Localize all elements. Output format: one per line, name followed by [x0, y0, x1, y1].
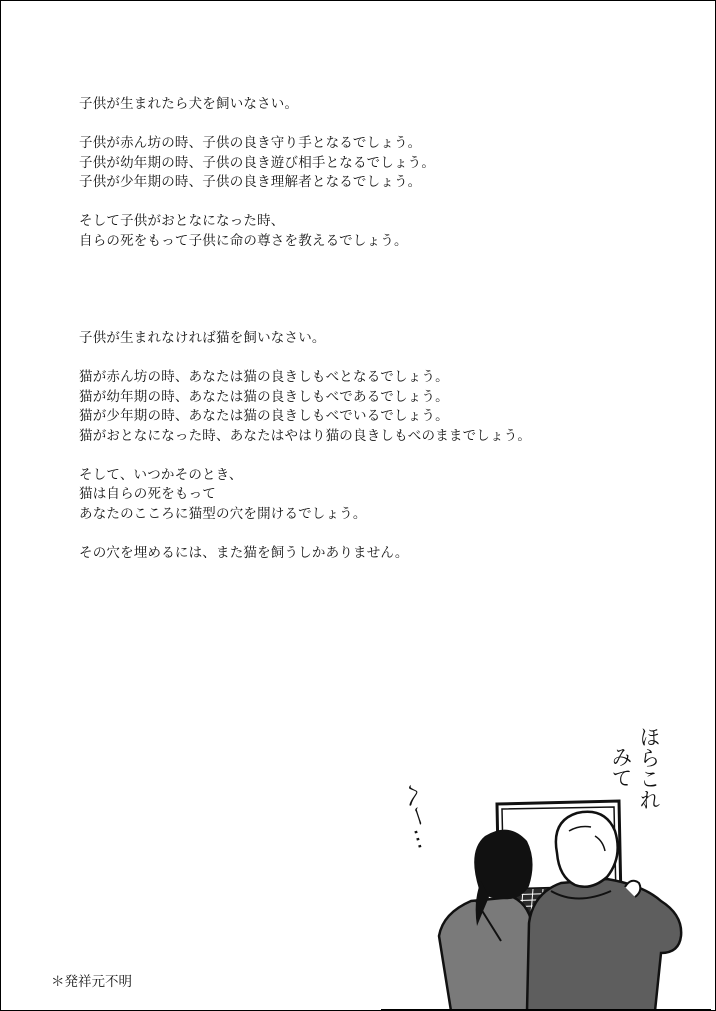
speech-right	[609, 726, 661, 810]
poem-line: 子供が赤ん坊の時、子供の良き守り手となるでしょう。	[79, 135, 422, 151]
poem-line: 猫が幼年期の時、あなたは猫の良きしもべであるでしょう。	[79, 388, 449, 405]
poem-line: 子供が生まれなければ猫を飼いなさい。	[79, 330, 326, 346]
source-note: ＊発祥元不明	[51, 974, 132, 990]
poem-line: 猫が赤ん坊の時、あなたは猫の良きしもべとなるでしょう。	[79, 369, 449, 385]
poem-line: 猫がおとなになった時、あなたはやはり猫の良きしもべのままでしょう。	[79, 427, 532, 444]
illustration-svg	[381, 701, 711, 1011]
speech-right-col1: ほらこれ	[637, 726, 661, 810]
illustration-scene	[381, 701, 711, 1011]
person-left-figure	[439, 830, 537, 1011]
dog-poem-block	[79, 95, 435, 251]
poem-line: 子供が生まれたら犬を飼いなさい。	[79, 96, 299, 112]
poem-line: 自らの死をもって子供に命の尊さを教えるでしょう。	[79, 232, 408, 249]
speech-left-text: へー…	[396, 781, 438, 852]
speech-left	[397, 781, 438, 851]
poem-line: 猫が少年期の時、あなたは猫の良きしもべでいるでしょう。	[79, 408, 449, 424]
speech-right-col2: みて	[609, 746, 633, 788]
poem-line: 子供が少年期の時、子供の良き理解者となるでしょう。	[79, 174, 422, 190]
poem-line: そして子供がおとなになった時、	[79, 213, 285, 229]
poem-line: あなたのこころに猫型の穴を開けるでしょう。	[79, 505, 367, 522]
poem-line: 猫は自らの死をもって	[79, 486, 216, 502]
cat-poem-block	[79, 329, 531, 563]
poem-line: 子供が幼年期の時、子供の良き遊び相手となるでしょう。	[79, 154, 436, 171]
poem-line: その穴を埋めるには、また猫を飼うしかありません。	[79, 544, 409, 561]
poem-line: そして、いつかそのとき、	[79, 466, 243, 483]
